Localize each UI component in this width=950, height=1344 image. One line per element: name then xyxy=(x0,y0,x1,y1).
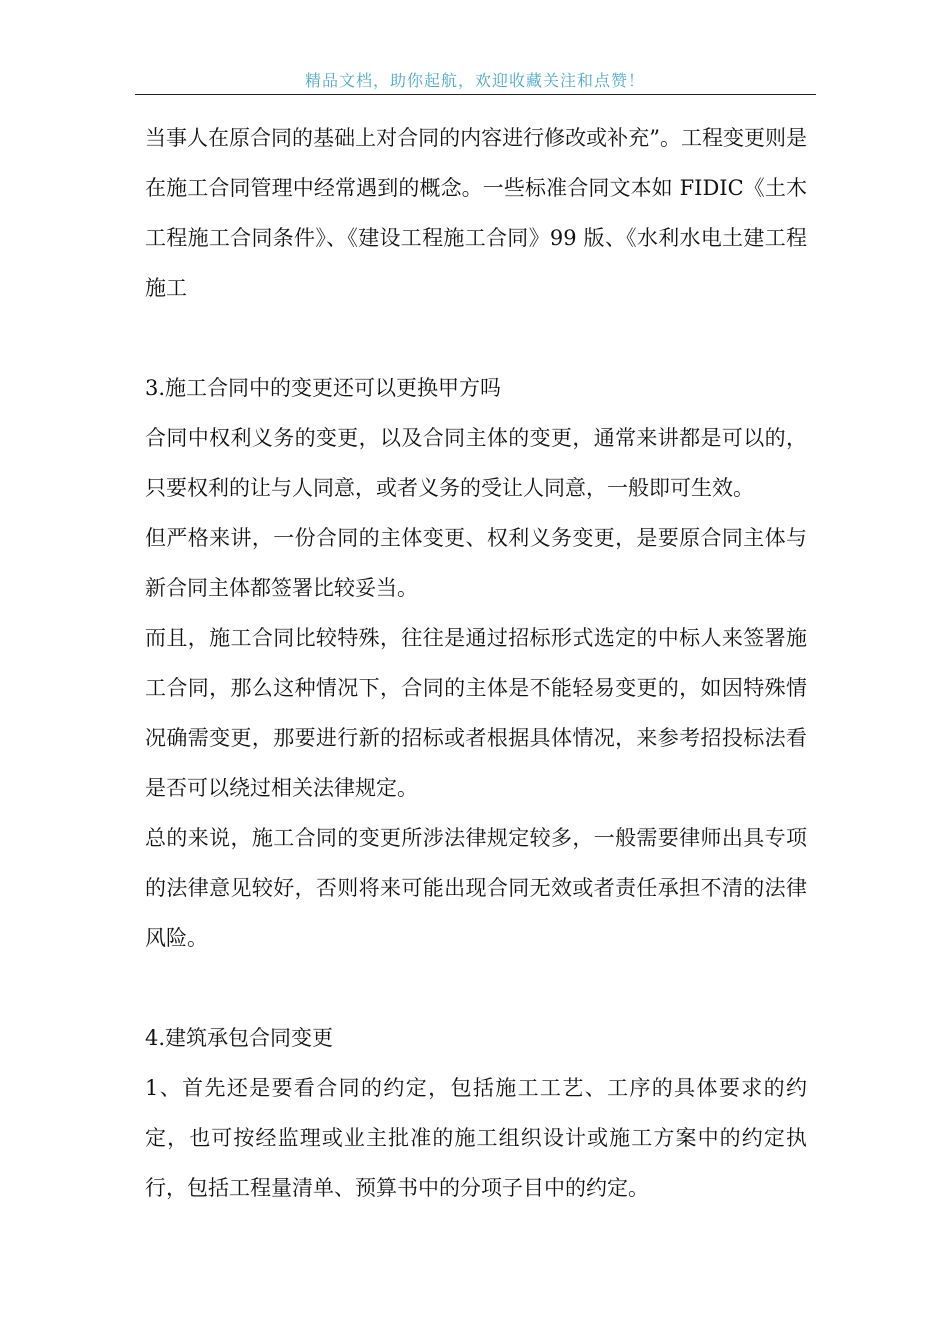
page-header-slogan: 精品文档，助你起航，欢迎收藏关注和点赞！ xyxy=(304,71,645,90)
paragraph-continuation: 当事人在原合同的基础上对合同的内容进行修改或补充”。工程变更则是在施工合同管理中经常遇到的概念。一些标准合同文本如 FIDIC《土木工程施工合同条件》、《建设工程施工合同》99 版、《水利水电土建工程施工 xyxy=(145,126,807,300)
paragraph-summary: 总的来说，施工合同的变更所涉法律规定较多，一般需要律师出具专项的法律意见较好，否则将来可能出现合同无效或者责任承担不清的法律风险。 xyxy=(145,826,807,950)
section-heading-3: 3.施工合同中的变更还可以更换甲方吗 xyxy=(145,376,502,400)
paragraph-item-1: 1、首先还是要看合同的约定，包括施工工艺、工序的具体要求的约定，也可按经监理或业主批准的施工组织设计或施工方案中的约定执行，包括工程量清单、预算书中的分项子目中的约定。 xyxy=(145,1076,807,1200)
section-heading-4: 4.建筑承包合同变更 xyxy=(145,1026,334,1050)
paragraph-rights-change: 合同中权利义务的变更，以及合同主体的变更，通常来讲都是可以的，只要权利的让与人同意，或者义务的受让人同意，一般即可生效。 xyxy=(145,426,807,500)
paragraph-bidding: 而且，施工合同比较特殊，往往是通过招标形式选定的中标人来签署施工合同，那么这种情况下，合同的主体是不能轻易变更的，如因特殊情况确需变更，那要进行新的招标或者根据具体情况，来参考招投标法看是否可以绕过相关法律规定。 xyxy=(145,626,807,800)
blank-line xyxy=(145,963,807,1013)
header-divider xyxy=(135,94,816,95)
blank-line xyxy=(145,313,807,363)
paragraph-strictly-speaking: 但严格来讲，一份合同的主体变更、权利义务变更，是要原合同主体与新合同主体都签署比较妥当。 xyxy=(145,526,807,600)
document-body xyxy=(145,113,807,1213)
